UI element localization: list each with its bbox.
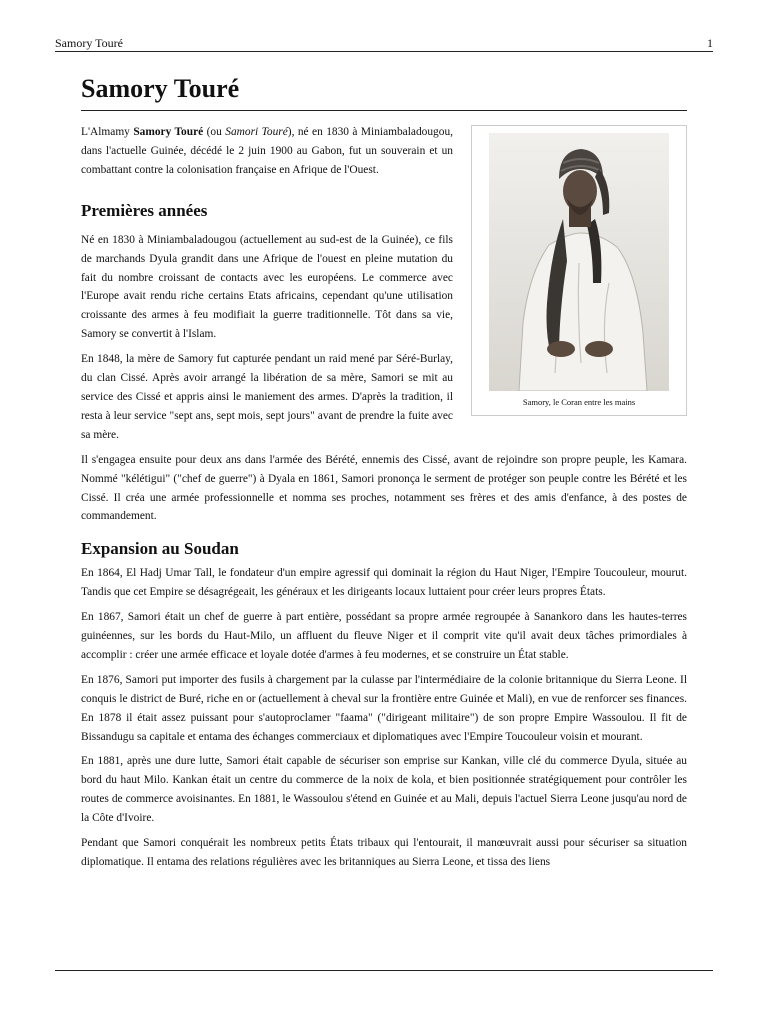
intro-bold-name: Samory Touré [133, 126, 204, 138]
intro-text-2: (ou [203, 126, 226, 138]
section-heading-early-years: Premières années [81, 200, 208, 220]
section-heading-expansion: Expansion au Soudan [81, 539, 239, 559]
intro-text-1: L'Almamy [81, 126, 134, 138]
page-number: 1 [707, 36, 713, 50]
paragraph: En 1848, la mère de Samory fut capturée pendant un raid mené par Séré-Burlay, du clan Cissé. Après avoir arrangé la libération de sa mère, Samori se mit au service des Cissé et appris ainsi le maniement des armes. D'après la tradition, il resta à leur service "sept ans, sept mois, sept jours" avant de prendre la fuite avec sa mère. [81, 353, 453, 441]
article-title: Samory Touré [81, 72, 687, 111]
section-heading-wrap [81, 538, 687, 560]
paragraph: En 1867, Samori était un chef de guerre à part entière, possédant sa propre armée regroupée à Sanankoro dans les hautes-terres guinéennes, sur les bords du Haut-Milo, un affluent du fleuve Niger et il comprit vite qu'il avait deux tâches primordiales à accomplir : créer une armée efficace et loyale dotée d'armes à feu modernes, et se construire un État stable. [81, 611, 687, 661]
paragraph: En 1876, Samori put importer des fusils à chargement par la culasse par l'intermédiaire de la colonie britannique du Sierra Leone. Il conquis le district de Buré, riche en or (actuellement à cheval sur la frontière entre Guinée et Mali), en vue de renforcer ses finances. En 1878 il était assez puissant pour s'autoproclamer "faama" ("dirigeant militaire") de son propre Empire Wassoulou. Il fit de Bissandugu sa capitale et entama des échanges commerciaux et diplomatiques avec l'Empire Toucouleur voisin et mourant. [81, 673, 687, 743]
article-body [81, 72, 687, 878]
running-header [55, 36, 713, 51]
header-rule [55, 51, 713, 52]
portrait-photo [489, 133, 669, 391]
paragraph: Pendant que Samori conquérait les nombreux petits États tribaux qui l'entourait, il manœuvrait aussi pour sécuriser sa situation diplomatique. Il entama des relations régulières avec les britanniques au Sierra Leone, et tissa des liens [81, 837, 687, 868]
paragraph: Il s'engagea ensuite pour deux ans dans l'armée des Bérété, ennemis des Cissé, avant de rejoindre son propre peuple, les Kamara. Nommé "kélétigui" ("chef de guerre") à Dyala en 1861, Samori prononça le serment de protéger son peuple contre les Bérété et les Cissé. Il créa une armée professionnelle et nomma ses proches, notamment ses frères et des amis d'enfance, à des postes de commandement. [81, 453, 687, 523]
paragraph: En 1881, après une dure lutte, Samori était capable de sécuriser son emprise sur Kankan, ville clé du commerce Dyula, située au bord du haut Milo. Kankan était un centre du commerce de la noix de kola, et bien positionnée stratégiquement pour contrôler les routes de commerce avoisinantes. En 1881, le Wassoulou s'étend en Guinée et au Mali, depuis l'actuel Sierra Leone jusqu'au nord de la Côte d'Ivoire. [81, 755, 687, 825]
paragraph: En 1864, El Hadj Umar Tall, le fondateur d'un empire agressif qui dominait la région du Haut Niger, l'Empire Toucouleur, mourut. Tandis que cet Empire se désagrégeait, les généraux et les dirigeants locaux luttaient pour créer leurs propres États. [81, 567, 687, 599]
running-header-title: Samory Touré [55, 36, 123, 50]
intro-italic-name: Samori Touré [225, 126, 288, 138]
paragraph: Né en 1830 à Miniambaladougou (actuellement au sud-est de la Guinée), ce fils de marchands Dyula grandit dans une Afrique de l'ouest en pleine mutation du fait du nombre croissant de contacts avec les européens. Le commerce avec l'Europe avait rendu riche certains Etats africains, cependant qu'une utilisation croissante des armes à feu modifiait la guerre traditionnelle. Tôt dans sa vie, Samory se convertit à l'Islam. [81, 233, 453, 341]
footer-rule [55, 970, 713, 971]
figure-caption: Samory, le Coran entre les mains [522, 397, 636, 407]
intro-text-3: ), né en 1830 à Miniambaladougou, dans l'actuelle Guinée, décédé le 2 juin 1900 au Gabon, fut un souverain et un combattant contre la colonisation française en Afrique de l'Ouest. [81, 126, 453, 176]
portrait-figure [471, 125, 687, 416]
